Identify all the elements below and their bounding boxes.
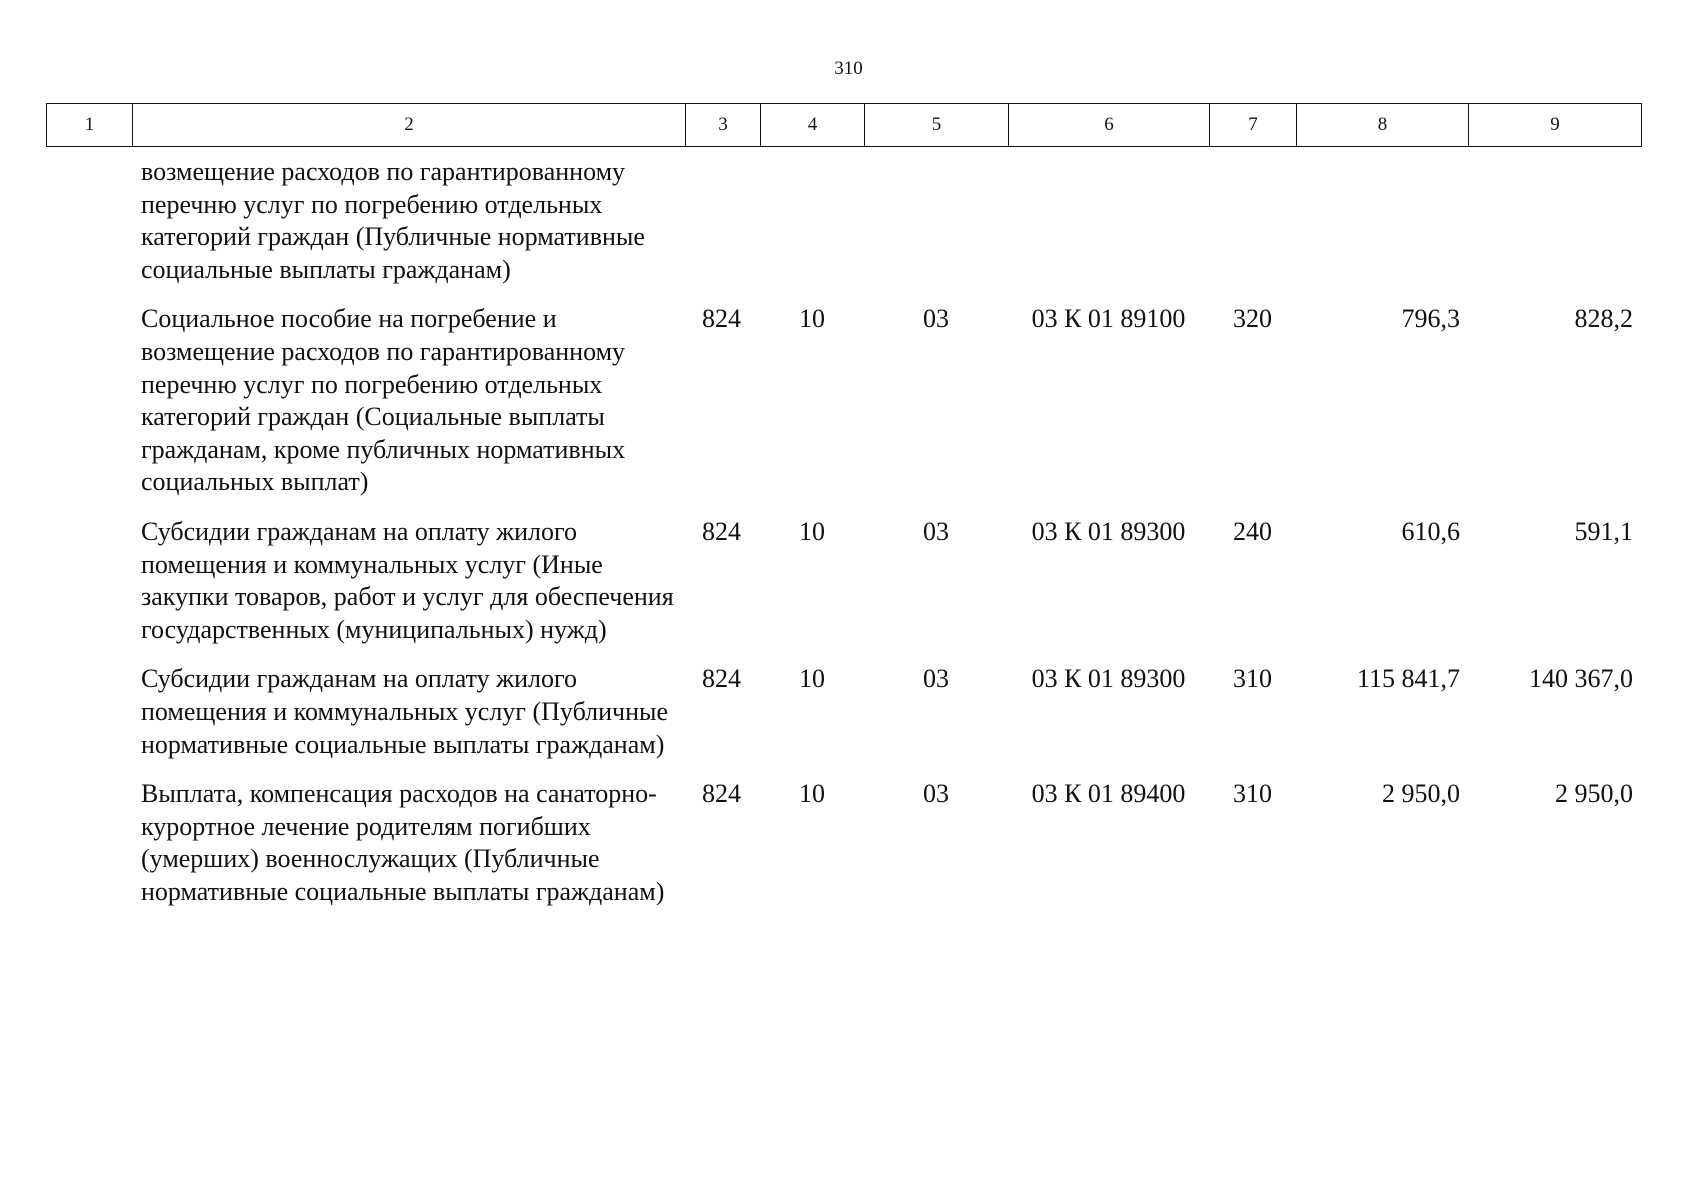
row-amount-year-2: 140 367,0 — [1529, 664, 1633, 694]
page-number: 310 — [834, 58, 863, 79]
row-section: 10 — [799, 304, 825, 334]
row-description: Социальное пособие на погребение и возмещение расходов по гарантированному перечню услуг по погребению отдельных категорий граждан (Социальные выплаты гражданам, кроме публичных нормативных социальных выплат) — [141, 304, 626, 497]
column-header-3: 3 — [686, 104, 761, 147]
row-ministry-code — [685, 156, 760, 303]
column-header-7: 7 — [1210, 104, 1297, 147]
table-row — [46, 303, 1641, 516]
row-expense-type: 310 — [1233, 779, 1272, 809]
table-row — [46, 778, 1641, 925]
row-amount-year-2: 2 950,0 — [1555, 779, 1633, 809]
column-header-4: 4 — [761, 104, 865, 147]
row-subsection: 03 — [923, 664, 949, 694]
row-ministry-code: 824 — [702, 516, 741, 546]
row-expense-type: 240 — [1233, 516, 1272, 546]
row-amount-year-1 — [1296, 156, 1468, 303]
row-section — [760, 156, 864, 303]
column-header-row — [47, 104, 1642, 147]
row-section: 10 — [799, 779, 825, 809]
row-target-article — [1008, 156, 1209, 303]
row-target-article: 03 К 01 89300 — [1031, 664, 1186, 694]
row-expense-type: 310 — [1233, 664, 1272, 694]
row-subsection: 03 — [923, 304, 949, 334]
row-description: Субсидии гражданам на оплату жилого помещения и коммунальных услуг (Публичные нормативные социальные выплаты гражданам) — [141, 664, 669, 759]
row-amount-year-2: 591,1 — [1574, 516, 1633, 546]
column-header-6: 6 — [1009, 104, 1210, 147]
row-subsection: 03 — [923, 779, 949, 809]
row-ministry-code: 824 — [702, 304, 741, 334]
row-amount-year-1: 2 950,0 — [1382, 779, 1460, 809]
row-amount-year-1: 796,3 — [1401, 304, 1460, 334]
row-subsection — [864, 156, 1008, 303]
table-row — [46, 156, 1641, 303]
row-amount-year-1: 610,6 — [1401, 516, 1460, 546]
row-expense-type: 320 — [1233, 304, 1272, 334]
row-expense-type — [1209, 156, 1296, 303]
column-header-5: 5 — [865, 104, 1009, 147]
column-header-9: 9 — [1469, 104, 1642, 147]
row-description: возмещение расходов по гарантированному перечню услуг по погребению отдельных категорий граждан (Публичные нормативные социальные выплаты гражданам) — [141, 157, 645, 284]
row-ministry-code: 824 — [702, 664, 741, 694]
row-amount-year-2: 828,2 — [1574, 304, 1633, 334]
row-description: Выплата, компенсация расходов на санаторно-курортное лечение родителям погибших (умерших) военнослужащих (Публичные нормативные социальные выплаты гражданам) — [141, 779, 665, 906]
row-section: 10 — [799, 664, 825, 694]
row-description: Субсидии гражданам на оплату жилого помещения и коммунальных услуг (Иные закупки товаров, работ и услуг для обеспечения государственных (муниципальных) нужд) — [141, 516, 674, 644]
column-header-2: 2 — [133, 104, 686, 147]
column-header-table — [46, 103, 1642, 147]
budget-table-body — [46, 156, 1641, 925]
row-target-article: 03 К 01 89400 — [1031, 779, 1186, 809]
column-header-1: 1 — [47, 104, 133, 147]
row-target-article: 03 К 01 89100 — [1031, 304, 1186, 334]
row-ministry-code: 824 — [702, 779, 741, 809]
row-subsection: 03 — [923, 516, 949, 546]
column-header-8: 8 — [1297, 104, 1469, 147]
row-amount-year-2 — [1468, 156, 1641, 303]
table-row — [46, 516, 1641, 663]
row-section: 10 — [799, 516, 825, 546]
row-amount-year-1: 115 841,7 — [1356, 664, 1460, 694]
table-row — [46, 663, 1641, 778]
row-target-article: 03 К 01 89300 — [1031, 516, 1186, 546]
